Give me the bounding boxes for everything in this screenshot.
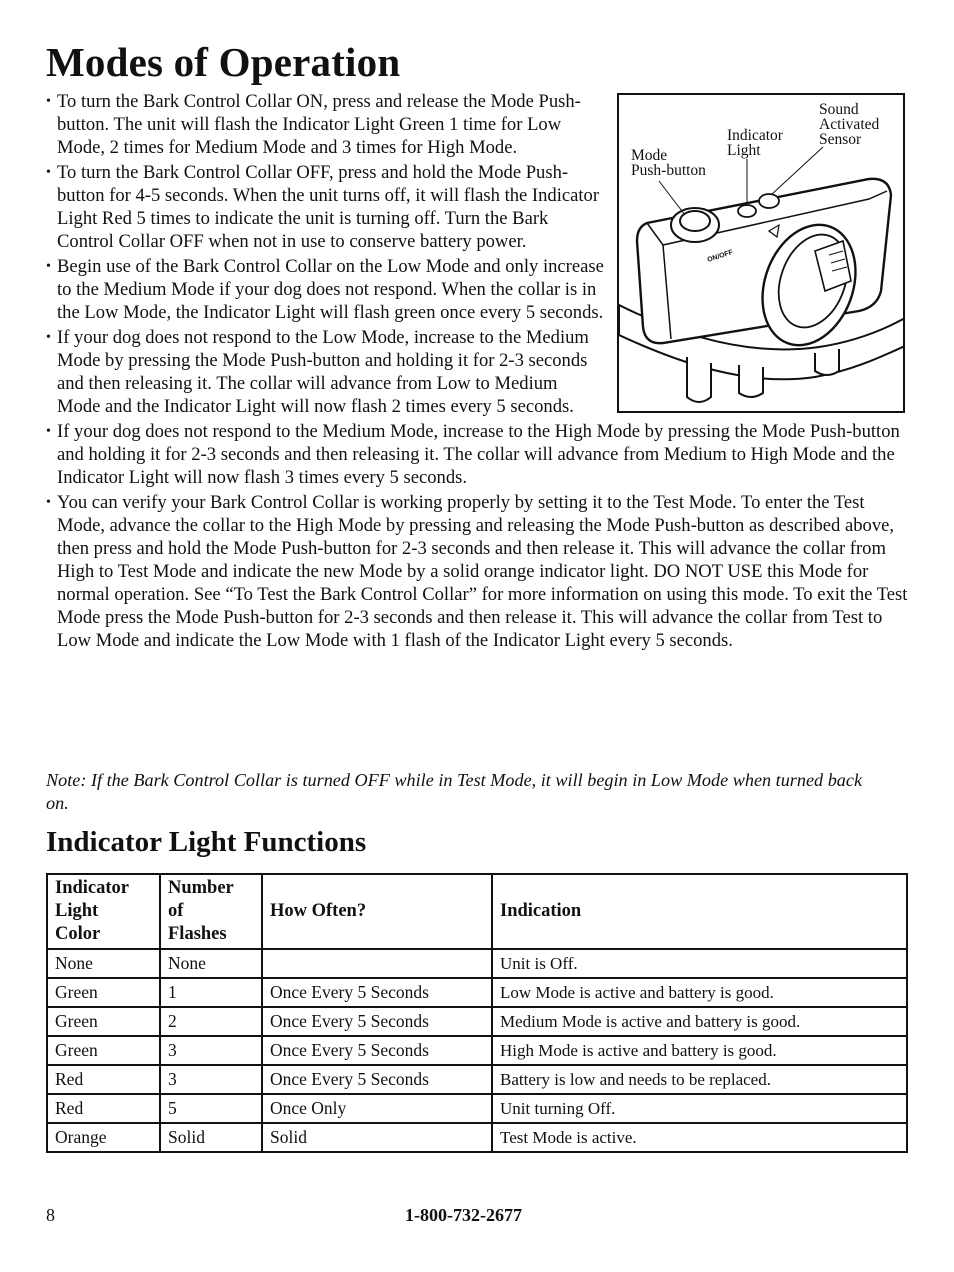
- cell-color: Orange: [47, 1123, 160, 1152]
- cell-flashes: 1: [160, 978, 262, 1007]
- cell-indication: High Mode is active and battery is good.: [492, 1036, 907, 1065]
- cell-indication: Medium Mode is active and battery is good.: [492, 1007, 907, 1036]
- cell-how-often: Once Every 5 Seconds: [262, 1036, 492, 1065]
- mode-button-callout: Mode Push-button: [631, 147, 706, 179]
- cell-how-often: Once Every 5 Seconds: [262, 978, 492, 1007]
- section-heading: Indicator Light Functions: [46, 826, 367, 858]
- instruction-bullet: • To turn the Bark Control Collar ON, press and release the Mode Push-button. The unit will flash the Indicator Light Green 1 time for Low Mode, 2 times for Medium Mode and 3 times for High Mode.: [46, 90, 605, 159]
- cell-color: None: [47, 949, 160, 978]
- cell-how-often: Once Every 5 Seconds: [262, 1007, 492, 1036]
- on-off-label: ON/OFF: [706, 249, 734, 264]
- cell-flashes: Solid: [160, 1123, 262, 1152]
- cell-flashes: 3: [160, 1036, 262, 1065]
- cell-how-often: Once Only: [262, 1094, 492, 1123]
- collar-diagram: [617, 93, 905, 413]
- table-row: [47, 1065, 907, 1094]
- header-flashes: Number of Flashes: [160, 874, 262, 949]
- cell-flashes: None: [160, 949, 262, 978]
- page-number: 8: [46, 1205, 55, 1225]
- cell-indication: Unit is Off.: [492, 949, 907, 978]
- indicator-light-callout: Indicator Light: [727, 127, 783, 159]
- instruction-bullet: • Begin use of the Bark Control Collar on the Low Mode and only increase to the Medium Mode if your dog does not respond. When the collar is in the Low Mode, the Indicator Light will flash green once every 5 seconds.: [46, 255, 605, 324]
- cell-indication: Low Mode is active and battery is good.: [492, 978, 907, 1007]
- table-row: [47, 1007, 907, 1036]
- cell-color: Green: [47, 1036, 160, 1065]
- table-row: [47, 978, 907, 1007]
- cell-color: Red: [47, 1094, 160, 1123]
- cell-how-often: [262, 949, 492, 978]
- cell-flashes: 3: [160, 1065, 262, 1094]
- indicator-light-table: [46, 873, 908, 1153]
- cell-indication: Battery is low and needs to be replaced.: [492, 1065, 907, 1094]
- table-header-row: [47, 874, 907, 949]
- page-title: Modes of Operation: [46, 39, 401, 85]
- instruction-bullet: • You can verify your Bark Control Collar is working properly by setting it to the Test Mode. To enter the Test Mode, advance the collar to the High Mode by pressing and releasing the Mode Push-button as described above, then press and hold the Mode Push-button for 2-3 seconds and then release it. This will advance the collar from High to Test Mode and indicate the new Mode by a solid orange indicator light. DO NOT USE this Mode for normal operation. See “To Test the Bark Control Collar” for more information on using this mode. To exit the Test Mode press the Mode Push-button for 2-3 seconds and then release it. This will advance the collar from Test to Low Mode and indicate the Low Mode with 1 flash of the Indicator Light every 5 seconds.: [46, 491, 914, 652]
- instruction-bullet: • To turn the Bark Control Collar OFF, press and hold the Mode Push-button for 4-5 seconds. When the unit turns off, it will flash the Indicator Light Red 5 times to indicate the unit is turning off. Turn the Bark Control Collar OFF when not in use to conserve battery power.: [46, 161, 605, 253]
- table-row: [47, 1123, 907, 1152]
- header-color: Indicator Light Color: [47, 874, 160, 949]
- cell-how-often: Solid: [262, 1123, 492, 1152]
- header-indication: Indication: [492, 874, 907, 949]
- instruction-bullet: • If your dog does not respond to the Medium Mode, increase to the High Mode by pressing the Mode Push-button and holding it for 2-3 seconds and then releasing it. The collar will advance from Medium to High Mode and the Indicator Light will now flash 3 times every 5 seconds.: [46, 420, 914, 489]
- table-row: [47, 1036, 907, 1065]
- cell-indication: Unit turning Off.: [492, 1094, 907, 1123]
- table-row: [47, 949, 907, 978]
- cell-flashes: 5: [160, 1094, 262, 1123]
- test-mode-note: Note: If the Bark Control Collar is turned OFF while in Test Mode, it will begin in Low Mode when turned back on.: [46, 770, 863, 813]
- cell-how-often: Once Every 5 Seconds: [262, 1065, 492, 1094]
- instruction-bullet: • If your dog does not respond to the Low Mode, increase to the Medium Mode by pressing the Mode Push-button and holding it for 2-3 seconds and then releasing it. The collar will advance from Low to Medium Mode and the Indicator Light will now flash 2 times every 5 seconds.: [46, 326, 605, 418]
- cell-indication: Test Mode is active.: [492, 1123, 907, 1152]
- cell-color: Green: [47, 1007, 160, 1036]
- cell-color: Red: [47, 1065, 160, 1094]
- support-phone: 1-800-732-2677: [405, 1205, 522, 1225]
- table-row: [47, 1094, 907, 1123]
- cell-color: Green: [47, 978, 160, 1007]
- cell-flashes: 2: [160, 1007, 262, 1036]
- header-how-often: How Often?: [262, 874, 492, 949]
- sound-sensor-callout: Sound Activated Sensor: [819, 101, 880, 148]
